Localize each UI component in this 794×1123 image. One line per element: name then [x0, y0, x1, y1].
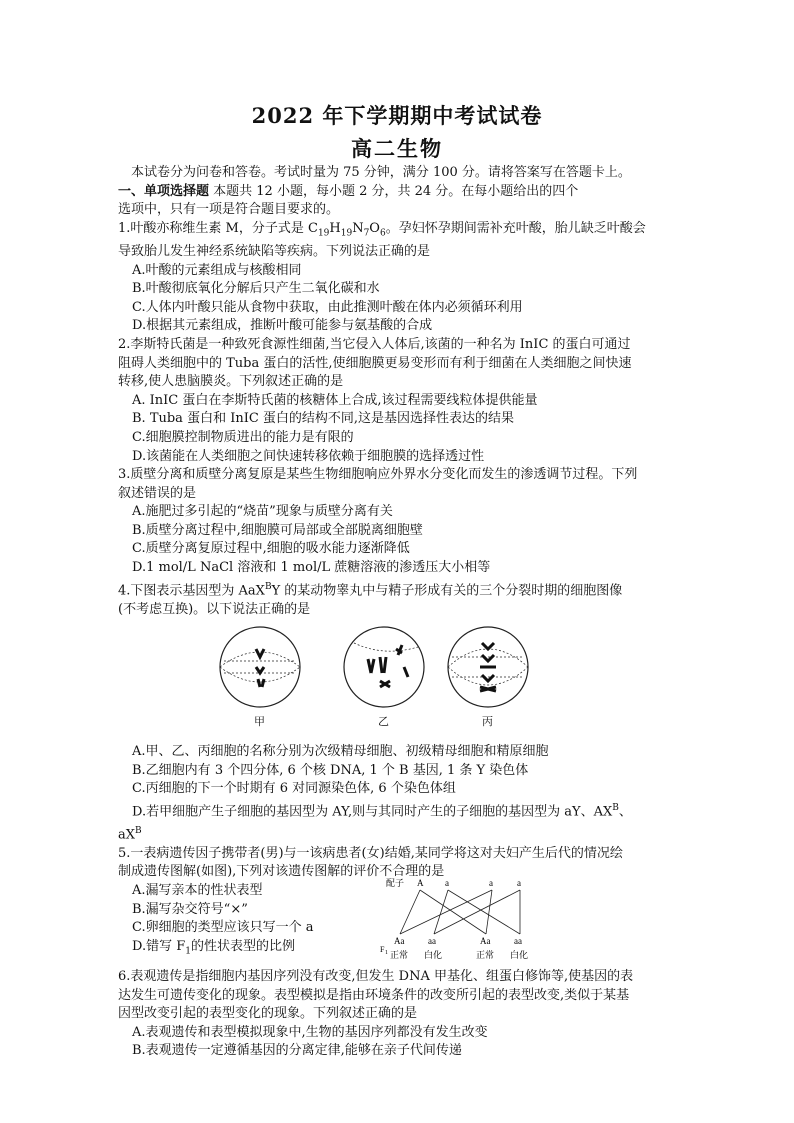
svg-text:1: 1 — [385, 949, 388, 956]
intro-text: 本试卷分为问卷和答卷。考试时量为 75 分钟，满分 100 分。请将答案写在答题卡上。 — [131, 165, 631, 180]
exam-title: 2022 年下学期期中考试试卷 — [251, 103, 543, 128]
phenotype-3: 正常 — [476, 949, 495, 960]
q3-option-d: D.1 mol/L NaCl 溶液和 1 mol/L 蔗糖溶液的渗透压大小相等 — [132, 560, 491, 576]
q5-option-b: B.漏写杂交符号“×” — [132, 901, 248, 917]
q4-option-d: D.若甲细胞产生子细胞的基因型为 AY,则与其同时产生的子细胞的基因型为 aY、$AX^B$、 — [132, 802, 632, 820]
q6-stem-3: 因型改变引起的表型变化的现象。下列叙述正确的是 — [118, 1006, 418, 1022]
q2-stem-2: 阻碍人类细胞中的 Tuba 蛋白的活性,使细胞膜更易变形而有利于细菌在人类细胞之间快速 — [118, 355, 632, 371]
q5-block — [118, 877, 678, 968]
offspring-4: aa — [514, 935, 522, 946]
q6-stem-1: 6.表观遗传是指细胞内基因序列没有改变,但发生 DNA 甲基化、组蛋白修饰等,使基因的表 — [118, 968, 634, 984]
offspring-2: aa — [428, 935, 436, 946]
pedigree-diagram — [380, 868, 540, 968]
q1-stem-2: 导致胎儿发生神经系统缺陷等疾病。下列说法正确的是 — [118, 243, 431, 259]
label-yi: 乙 — [378, 715, 389, 729]
q5-option-c: C.卵细胞的类型应该只写一个 a — [132, 920, 314, 936]
section-desc-2: 选项中，只有一项是符合题目要求的。 — [118, 202, 340, 218]
q6-option-b: B.表观遗传一定遵循基因的分离定律,能够在亲子代间传递 — [132, 1043, 462, 1059]
exam-body — [118, 164, 678, 1061]
q5-option-a: A.漏写亲本的性状表型 — [132, 882, 263, 898]
q2-option-d: D.该菌能在人类细胞之间快速转移依赖于细胞膜的选择透过性 — [132, 448, 485, 464]
f1-label: F — [380, 944, 385, 954]
offspring-1: Aa — [394, 935, 405, 946]
section-title: 一、单项选择题 — [118, 183, 210, 199]
gamete-4: a — [517, 877, 521, 888]
phenotype-2: 白化 — [424, 949, 443, 960]
q4-stem-1: 4.下图表示基因型为 AaX$^B$Y 的某动物睾丸中与精子形成有关的三个分裂时期的细胞图像 — [118, 581, 623, 598]
gamete-3: a — [489, 877, 493, 888]
q2-stem-3: 转移,使人患脑膜炎。下列叙述正确的是 — [118, 374, 344, 390]
q2-option-a: A. InIC 蛋白在李斯特氏菌的核糖体上合成,该过程需要线粒体提供能量 — [132, 392, 538, 408]
q4-option-a: A.甲、乙、丙细胞的名称分别为次级精母细胞、初级精母细胞和精原细胞 — [132, 744, 549, 760]
q3-stem-1: 3.质壁分离和质壁分离复原是某些生物细胞响应外界水分变化而发生的渗透调节过程。下列 — [118, 467, 638, 483]
section-heading — [118, 183, 678, 202]
q2-option-c: C.细胞膜控制物质进出的能力是有限的 — [132, 429, 354, 445]
gamete-2: a — [445, 877, 449, 888]
q4-option-d-cont: $aX^B$ — [118, 825, 142, 843]
q5-stem-2: 制成遗传图解(如图),下列对该遗传图解的评价不合理的是 — [118, 864, 445, 880]
q3-option-c: C.质壁分离复原过程中,细胞的吸水能力逐渐降低 — [132, 541, 410, 557]
q1-option-c: C.人体内叶酸只能从食物中获取，由此推测叶酸在体内必须循环利用 — [132, 299, 523, 315]
q5-stem-1: 5.一表病遗传因子携带者(男)与一该病患者(女)结婚,某同学将这对夫妇产生后代的情况绘 — [118, 845, 623, 861]
label-jia: 甲 — [254, 715, 265, 729]
q3-option-a: A.施肥过多引起的“烧苗”现象与质壁分离有关 — [132, 504, 393, 520]
cell-bing — [448, 627, 528, 707]
q4-option-c: C.丙细胞的下一个时期有 6 对同源染色体, 6 个染色体组 — [132, 781, 456, 797]
q3-stem-2: 叙述错误的是 — [118, 485, 197, 501]
phenotype-4: 白化 — [510, 949, 529, 960]
cell-division-figure — [118, 621, 678, 739]
cell-yi — [344, 627, 424, 707]
q1-stem: 1.叶酸亦称维生素 M，分子式是 $C_{19}H_{19}N_7O_6$。孕妇怀孕期间需补充叶酸，胎儿缺乏叶酸会 — [118, 220, 646, 239]
phenotype-1: 正常 — [390, 949, 409, 960]
q4-stem-2: (不考虑互换)。以下说法正确的是 — [118, 601, 311, 617]
offspring-3: Aa — [480, 935, 491, 946]
exam-subtitle: 高二生物 — [351, 136, 443, 161]
q6-option-a: A.表观遗传和表型模拟现象中,生物的基因序列都没有发生改变 — [132, 1024, 488, 1040]
q1-option-b: B.叶酸彻底氧化分解后只产生二氧化碳和水 — [132, 281, 380, 297]
cell-jia — [220, 627, 300, 707]
q2-option-b: B. Tuba 蛋白和 InIC 蛋白的结构不同,这是基因选择性表达的结果 — [132, 411, 515, 427]
q1-option-a: A.叶酸的元素组成与核酸相同 — [132, 262, 302, 278]
q5-option-d: D.错写 $F_1$的性状表型的比例 — [132, 938, 295, 957]
q2-stem-1: 2.李斯特氏菌是一种致死食源性细菌,当它侵入人体后,该菌的一种名为 InIC 的蛋白可通过 — [118, 336, 631, 352]
label-bing: 丙 — [482, 715, 493, 729]
q4-option-b: B.乙细胞内有 3 个四分体, 6 个核 DNA, 1 个 B 基因, 1 条 Y 染色体 — [132, 762, 529, 778]
section-desc: 本题共 12 小题，每小题 2 分，共 24 分。在每小题给出的四个 — [209, 183, 579, 199]
gamete-1: A — [417, 877, 424, 888]
q3-option-b: B.质壁分离过程中,细胞膜可局部或全部脱离细胞壁 — [132, 522, 423, 538]
q6-stem-2: 达发生可遗传变化的现象。表型模拟是指由环境条件的改变所引起的表型改变,类似于某基 — [118, 987, 630, 1003]
gamete-label: 配子 — [386, 877, 405, 888]
q1-option-d: D.根据其元素组成，推断叶酸可能参与氨基酸的合成 — [132, 318, 433, 334]
